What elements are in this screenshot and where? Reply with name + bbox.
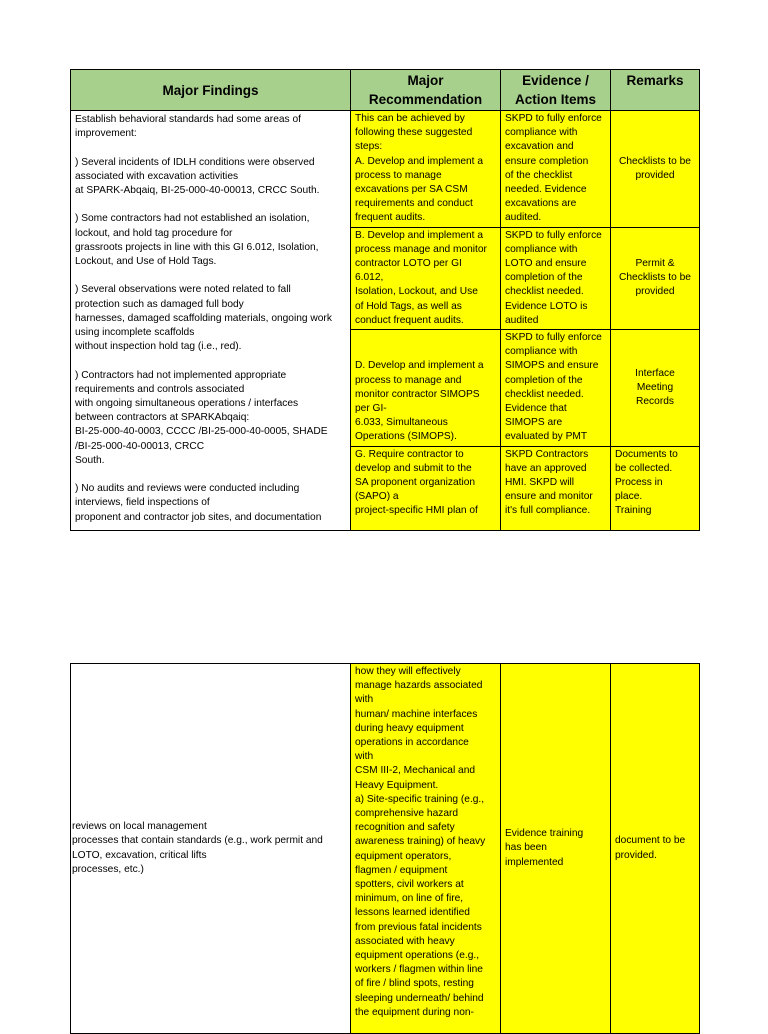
recommendation-cell: how they will effectively manage hazards associated with human/ machine interfaces during heavy equipment operations in accordance with CSM III-2, Mechanical and Heavy Equipment. a) Site-specific training (e.g., comprehensive hazard recognition and safety awareness training) of heavy equipment operators, flagmen / equipment spotters, civil workers at minimum, on line of fire, lessons learned identified from previous fatal incidents associated with heavy equipment operations (e.g., workers / flagmen within line of fire / blind spots, resting sleeping underneath/ behind the equipment during non- bbox=[351, 664, 501, 1034]
table-row bbox=[71, 111, 700, 228]
header-evidence-action-items: Evidence / Action Items bbox=[501, 70, 611, 111]
header-major-recommendation: Major Recommendation bbox=[351, 70, 501, 111]
remarks-cell: Documents to be collected. Process in place. Training bbox=[611, 446, 700, 530]
remarks-cell: document to be provided. bbox=[611, 664, 700, 1034]
header-remarks: Remarks bbox=[611, 70, 700, 111]
remarks-cell: Checklists to be provided bbox=[611, 111, 700, 228]
evidence-cell: SKPD Contractors have an approved HMI. SKPD will ensure and monitor it's full compliance. bbox=[501, 446, 611, 530]
remarks-cell: Interface Meeting Records bbox=[611, 330, 700, 447]
table-row bbox=[71, 664, 700, 1034]
recommendation-cell: D. Develop and implement a process to manage and monitor contractor SIMOPS per GI- 6.033, Simultaneous Operations (SIMOPS). bbox=[351, 330, 501, 447]
findings-table-continued bbox=[70, 663, 700, 1034]
recommendation-cell: This can be achieved by following these suggested steps: A. Develop and implement a process to manage excavations per SA CSM requirements and conduct frequent audits. bbox=[351, 111, 501, 228]
findings-cell: Establish behavioral standards had some areas of improvement: ) Several incidents of IDLH conditions were observed associated with excavation activities at SPARK-Abqaiq, BI-25-000-40-00013, CRCC South. ) Some contractors had not established an isolation, lockout, and hold tag procedure for grassroots projects in line with this GI 6.012, Isolation, Lockout, and Use of Hold Tags. ) Several observations were noted related to fall protection such as damaged full body harnesses, damaged scaffolding materials, ongoing work using incomplete scaffolds without inspection hold tag (i.e., red). ) Contractors had not implemented appropriate requirements and controls associated with ongoing simultaneous operations / interfaces between contractors at SPARKAbqaiq: BI-25-000-40-0003, CCCC /BI-25-000-40-0005, SHADE /BI-25-000-40-00013, CRCC South. ) No audits and reviews were conducted including interviews, field inspections of proponent and contractor job sites, and documentation bbox=[71, 111, 351, 531]
remarks-cell: Permit & Checklists to be provided bbox=[611, 227, 700, 329]
findings-cell: reviews on local management processes that contain standards (e.g., work permit and LOTO, excavation, critical lifts processes, etc.) bbox=[71, 664, 351, 1034]
evidence-cell: SKPD to fully enforce compliance with excavation and ensure completion of the checklist needed. Evidence excavations are audited. bbox=[501, 111, 611, 228]
evidence-cell: SKPD to fully enforce compliance with LOTO and ensure completion of the checklist needed. Evidence LOTO is audited bbox=[501, 227, 611, 329]
evidence-cell: Evidence training has been implemented bbox=[501, 664, 611, 1034]
header-row bbox=[71, 70, 700, 111]
findings-table bbox=[70, 69, 700, 531]
recommendation-cell: B. Develop and implement a process manage and monitor contractor LOTO per GI 6.012, Isolation, Lockout, and Use of Hold Tags, as well as conduct frequent audits. bbox=[351, 227, 501, 329]
header-major-findings: Major Findings bbox=[71, 70, 351, 111]
recommendation-cell: G. Require contractor to develop and submit to the SA proponent organization (SAPO) a project-specific HMI plan of bbox=[351, 446, 501, 530]
evidence-cell: SKPD to fully enforce compliance with SIMOPS and ensure completion of the checklist needed. Evidence that SIMOPS are evaluated by PMT bbox=[501, 330, 611, 447]
